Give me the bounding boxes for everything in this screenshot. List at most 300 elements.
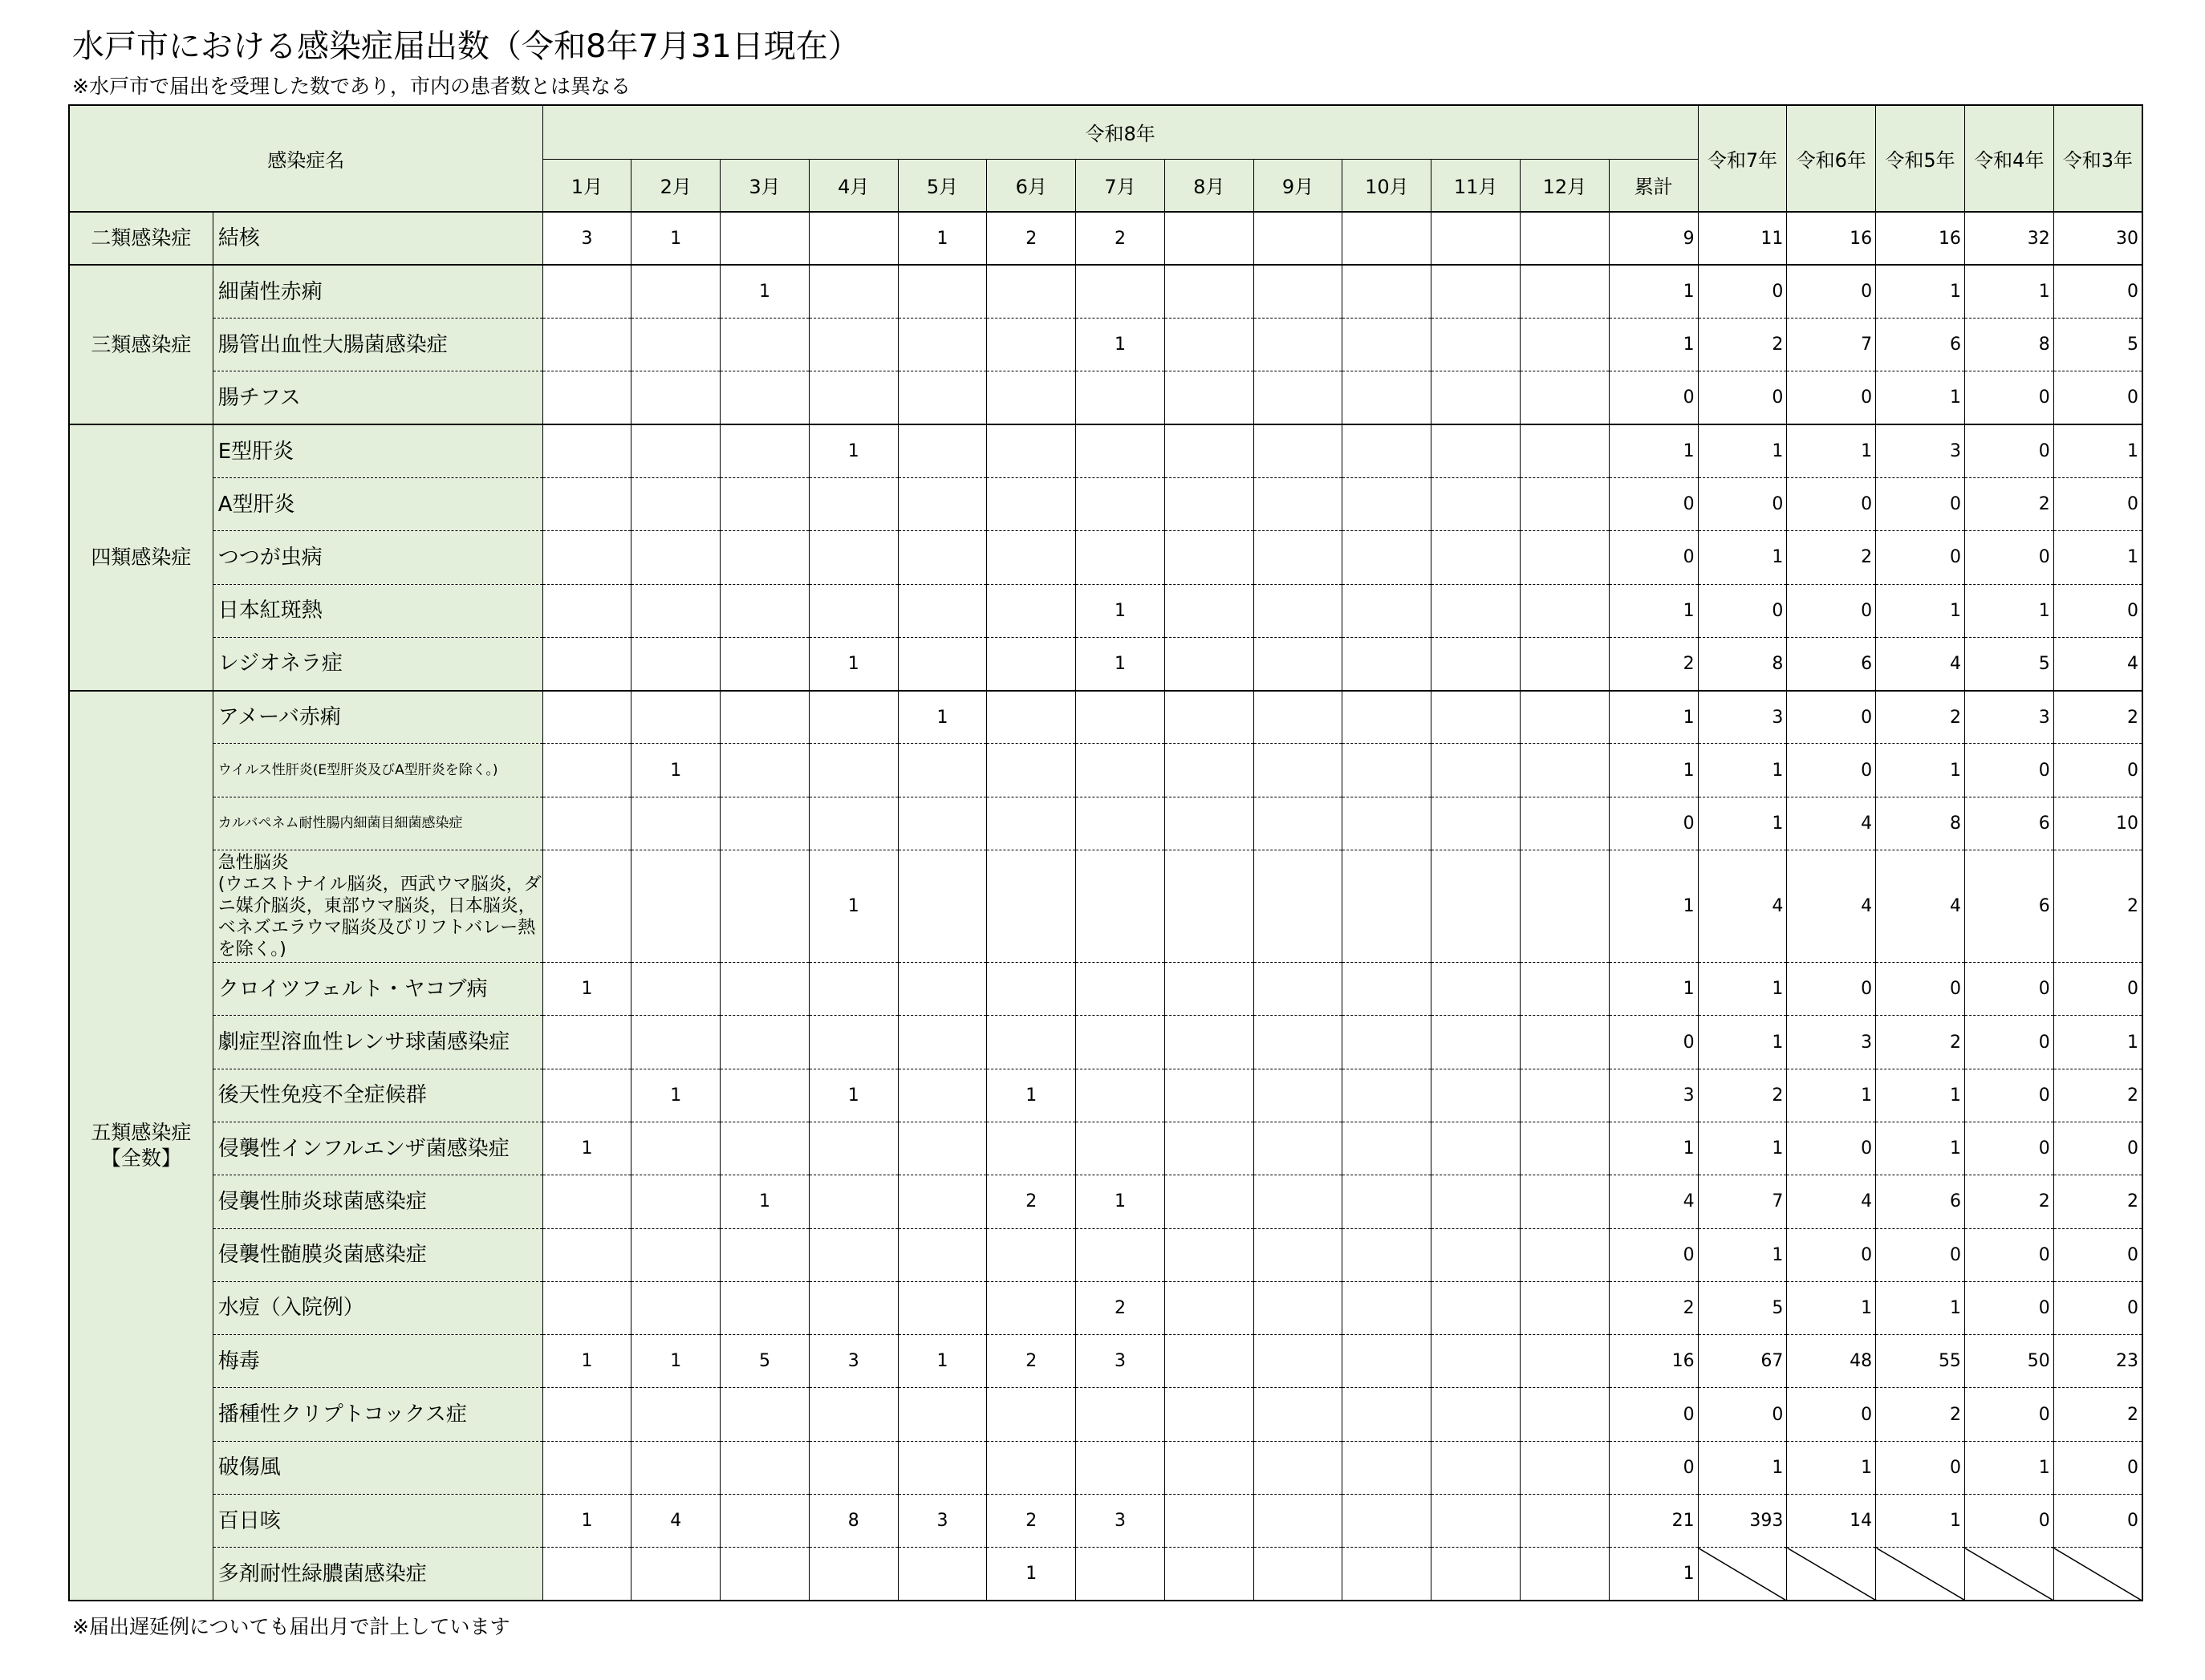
table-row <box>69 265 2142 318</box>
month-value-cell <box>987 637 1076 690</box>
past-year-value-cell: 1 <box>1876 1281 1965 1334</box>
month-value-cell <box>631 424 721 477</box>
month-value-cell <box>1164 637 1253 690</box>
month-value-cell <box>542 1069 631 1122</box>
total-value-cell: 1 <box>1609 744 1698 797</box>
month-value-cell <box>1431 424 1521 477</box>
month-value-cell <box>809 584 898 637</box>
month-value-cell <box>1431 1228 1521 1281</box>
month-value-cell <box>1431 1548 1521 1601</box>
past-year-value-cell: 6 <box>1876 319 1965 371</box>
month-value-cell <box>1342 424 1431 477</box>
past-year-value-cell: 2 <box>1698 319 1787 371</box>
month-value-cell <box>721 850 810 963</box>
past-year-value-cell: 0 <box>1787 371 1876 424</box>
disease-name-cell: 結核 <box>213 212 542 265</box>
past-year-value-cell: 0 <box>1787 744 1876 797</box>
month-value-cell <box>898 477 987 530</box>
month-value-cell <box>809 265 898 318</box>
month-value-cell: 1 <box>631 744 721 797</box>
month-value-cell <box>809 1388 898 1441</box>
disease-name-cell: 多剤耐性緑膿菌感染症 <box>213 1548 542 1601</box>
month-value-cell: 2 <box>1076 1281 1165 1334</box>
month-value-cell <box>1520 477 1609 530</box>
month-value-cell <box>1342 1069 1431 1122</box>
month-value-cell <box>721 424 810 477</box>
past-year-value-cell: 0 <box>1787 963 1876 1016</box>
past-year-value-cell: 4 <box>1698 850 1787 963</box>
page-subtitle: ※水戸市で届出を受理した数であり，市内の患者数とは異なる <box>72 75 631 98</box>
past-year-value-cell: 1 <box>1698 1122 1787 1175</box>
month-value-cell <box>631 850 721 963</box>
month-value-cell <box>898 584 987 637</box>
month-value-cell <box>1253 1495 1342 1548</box>
month-value-cell <box>1164 1548 1253 1601</box>
table-row <box>69 637 2142 690</box>
month-value-cell <box>721 691 810 744</box>
past-year-value-cell: 2 <box>1964 477 2053 530</box>
month-value-cell <box>809 963 898 1016</box>
month-value-cell <box>898 1069 987 1122</box>
past-year-value-cell: 0 <box>1876 1228 1965 1281</box>
month-value-cell: 1 <box>542 1335 631 1388</box>
past-year-value-cell: 1 <box>1698 1228 1787 1281</box>
disease-name-cell: アメーバ赤痢 <box>213 691 542 744</box>
past-year-value-cell: 0 <box>1964 371 2053 424</box>
month-value-cell <box>721 1388 810 1441</box>
total-value-cell: 4 <box>1609 1175 1698 1228</box>
past-year-value-cell: 16 <box>1787 212 1876 265</box>
month-value-cell <box>898 1388 987 1441</box>
month-value-cell <box>721 744 810 797</box>
month-value-cell <box>721 1495 810 1548</box>
past-year-value-cell: 1 <box>1698 744 1787 797</box>
past-year-value-cell: 1 <box>1698 531 1787 584</box>
total-value-cell: 2 <box>1609 637 1698 690</box>
month-value-cell <box>721 1441 810 1494</box>
table-row <box>69 371 2142 424</box>
past-year-value-cell: 8 <box>1698 637 1787 690</box>
month-value-cell <box>1520 797 1609 850</box>
past-year-value-cell: 3 <box>1698 691 1787 744</box>
month-value-cell <box>1076 265 1165 318</box>
past-year-value-cell: 0 <box>1964 531 2053 584</box>
month-value-cell <box>542 850 631 963</box>
month-value-cell <box>1342 371 1431 424</box>
month-value-cell <box>542 265 631 318</box>
month-value-cell <box>809 531 898 584</box>
total-value-cell: 16 <box>1609 1335 1698 1388</box>
table-row <box>69 1495 2142 1548</box>
month-value-cell <box>1253 797 1342 850</box>
month-value-cell <box>809 744 898 797</box>
past-year-value-cell: 1 <box>1876 584 1965 637</box>
past-year-value-cell: 4 <box>2053 637 2142 690</box>
disease-name-cell: 播種性クリプトコックス症 <box>213 1388 542 1441</box>
month-value-cell <box>1520 1388 1609 1441</box>
month-value-cell: 1 <box>1076 1175 1165 1228</box>
month-value-cell <box>1431 371 1521 424</box>
past-year-value-cell: 6 <box>1876 1175 1965 1228</box>
month-value-cell <box>1520 744 1609 797</box>
month-value-cell <box>1431 477 1521 530</box>
month-value-cell <box>1164 1441 1253 1494</box>
month-value-cell <box>721 531 810 584</box>
past-year-value-cell: 32 <box>1964 212 2053 265</box>
past-year-value-cell: 0 <box>1964 963 2053 1016</box>
month-value-cell <box>542 424 631 477</box>
month-value-cell <box>809 691 898 744</box>
past-year-value-cell: 5 <box>1964 637 2053 690</box>
past-year-value-cell: 0 <box>1876 1441 1965 1494</box>
month-value-cell <box>809 1281 898 1334</box>
month-value-cell <box>987 1388 1076 1441</box>
month-value-cell <box>631 797 721 850</box>
past-year-value-cell: 1 <box>1787 1069 1876 1122</box>
month-value-cell <box>1431 584 1521 637</box>
month-value-cell <box>1431 1335 1521 1388</box>
total-value-cell: 1 <box>1609 963 1698 1016</box>
month-value-cell <box>1253 1175 1342 1228</box>
month-value-cell <box>987 584 1076 637</box>
month-value-cell <box>898 1441 987 1494</box>
past-year-value-cell: 1 <box>1964 1441 2053 1494</box>
month-value-cell <box>721 1228 810 1281</box>
total-value-cell: 1 <box>1609 265 1698 318</box>
month-value-cell <box>1520 691 1609 744</box>
past-year-value-cell: 0 <box>2053 963 2142 1016</box>
past-year-value-cell: 1 <box>1876 1069 1965 1122</box>
past-year-value-cell: 0 <box>1698 584 1787 637</box>
month-value-cell <box>1164 1335 1253 1388</box>
month-value-cell <box>1342 1548 1431 1601</box>
past-year-value-cell: 23 <box>2053 1335 2142 1388</box>
month-value-cell <box>987 1016 1076 1069</box>
month-value-cell <box>1076 371 1165 424</box>
month-value-cell <box>542 1175 631 1228</box>
category-cell: 四類感染症 <box>69 424 213 690</box>
table-row <box>69 531 2142 584</box>
month-header: 6月 <box>987 159 1076 212</box>
past-year-value-cell: 0 <box>1787 691 1876 744</box>
disease-name-cell: ウイルス性肝炎(E型肝炎及びA型肝炎を除く。) <box>213 744 542 797</box>
month-value-cell <box>1253 477 1342 530</box>
past-year-value-cell: 14 <box>1787 1495 1876 1548</box>
month-value-cell <box>1253 1016 1342 1069</box>
month-value-cell <box>631 371 721 424</box>
disease-name-header: 感染症名 <box>69 105 542 212</box>
past-year-value-cell: 0 <box>1964 1281 2053 1334</box>
month-value-cell <box>987 1281 1076 1334</box>
month-value-cell <box>1431 1441 1521 1494</box>
past-year-value-cell: 55 <box>1876 1335 1965 1388</box>
month-header: 5月 <box>898 159 987 212</box>
month-value-cell <box>1342 477 1431 530</box>
past-year-value-cell: 0 <box>1787 477 1876 530</box>
month-value-cell <box>1520 850 1609 963</box>
month-header: 1月 <box>542 159 631 212</box>
month-value-cell: 1 <box>631 1069 721 1122</box>
disease-name-cell: 侵襲性肺炎球菌感染症 <box>213 1175 542 1228</box>
month-value-cell <box>1520 1548 1609 1601</box>
month-value-cell <box>1431 1069 1521 1122</box>
month-value-cell: 3 <box>809 1335 898 1388</box>
month-value-cell <box>1164 1069 1253 1122</box>
past-year-value-cell: 0 <box>1698 1388 1787 1441</box>
infection-table <box>68 104 2143 1601</box>
month-value-cell: 1 <box>631 1335 721 1388</box>
month-value-cell <box>1342 1495 1431 1548</box>
total-value-cell: 9 <box>1609 212 1698 265</box>
month-value-cell <box>898 1228 987 1281</box>
disease-name-cell: 侵襲性インフルエンザ菌感染症 <box>213 1122 542 1175</box>
month-value-cell <box>1164 265 1253 318</box>
month-value-cell <box>631 265 721 318</box>
past-year-value-cell: 4 <box>1787 797 1876 850</box>
month-value-cell <box>721 212 810 265</box>
month-header: 10月 <box>1342 159 1431 212</box>
table-row <box>69 1335 2142 1388</box>
month-value-cell <box>1253 850 1342 963</box>
past-year-value-cell: 0 <box>1698 371 1787 424</box>
month-value-cell <box>1342 1281 1431 1334</box>
month-value-cell <box>1431 637 1521 690</box>
month-value-cell: 1 <box>721 265 810 318</box>
total-value-cell: 0 <box>1609 477 1698 530</box>
month-value-cell <box>1431 963 1521 1016</box>
page-title: 水戸市における感染症届出数（令和8年7月31日現在） <box>72 28 860 65</box>
month-value-cell <box>721 797 810 850</box>
month-value-cell <box>1253 637 1342 690</box>
month-value-cell <box>1164 963 1253 1016</box>
table-body <box>69 212 2142 1601</box>
past-year-value-cell: 1 <box>1698 424 1787 477</box>
past-year-value-cell: 1 <box>1964 584 2053 637</box>
past-year-value-cell: 0 <box>2053 584 2142 637</box>
month-value-cell <box>1076 797 1165 850</box>
month-value-cell: 1 <box>898 1335 987 1388</box>
disease-name-cell: 後天性免疫不全症候群 <box>213 1069 542 1122</box>
past-year-value-cell: 6 <box>1787 637 1876 690</box>
month-value-cell <box>1520 1175 1609 1228</box>
month-value-cell <box>987 265 1076 318</box>
past-year-value-cell: 48 <box>1787 1335 1876 1388</box>
past-year-value-cell: 3 <box>1787 1016 1876 1069</box>
month-value-cell <box>1164 1281 1253 1334</box>
month-value-cell <box>542 1228 631 1281</box>
month-value-cell <box>1253 584 1342 637</box>
month-value-cell: 1 <box>809 424 898 477</box>
month-value-cell <box>631 1228 721 1281</box>
month-value-cell <box>1520 637 1609 690</box>
total-value-cell: 1 <box>1609 1548 1698 1601</box>
month-header: 7月 <box>1076 159 1165 212</box>
total-value-cell: 1 <box>1609 691 1698 744</box>
past-year-value-cell: 0 <box>1787 1228 1876 1281</box>
month-value-cell <box>721 319 810 371</box>
month-value-cell <box>1520 424 1609 477</box>
month-value-cell <box>721 637 810 690</box>
past-year-value-cell: 0 <box>1964 1122 2053 1175</box>
past-year-value-cell: 1 <box>1698 1441 1787 1494</box>
month-value-cell <box>1164 744 1253 797</box>
month-value-cell <box>721 1281 810 1334</box>
month-value-cell <box>898 531 987 584</box>
month-value-cell <box>631 1122 721 1175</box>
month-value-cell <box>1253 319 1342 371</box>
month-value-cell <box>987 319 1076 371</box>
month-value-cell <box>542 637 631 690</box>
past-year-value-cell: 0 <box>2053 1122 2142 1175</box>
month-value-cell <box>1076 1069 1165 1122</box>
month-value-cell <box>1431 265 1521 318</box>
month-value-cell <box>987 371 1076 424</box>
past-year-value-cell: 0 <box>1964 424 2053 477</box>
month-value-cell <box>987 963 1076 1016</box>
month-value-cell <box>1520 1069 1609 1122</box>
month-value-cell <box>1164 1388 1253 1441</box>
month-value-cell <box>987 1441 1076 1494</box>
table-row <box>69 1228 2142 1281</box>
month-value-cell <box>631 477 721 530</box>
total-value-cell: 0 <box>1609 1441 1698 1494</box>
total-value-cell: 1 <box>1609 850 1698 963</box>
past-year-value-cell: 2 <box>2053 1388 2142 1441</box>
month-value-cell <box>1164 212 1253 265</box>
month-value-cell <box>1520 1281 1609 1334</box>
disease-name-cell: つつが虫病 <box>213 531 542 584</box>
past-year-value-cell: 1 <box>2053 531 2142 584</box>
month-header: 3月 <box>721 159 810 212</box>
past-year-value-cell: 6 <box>1964 850 2053 963</box>
total-value-cell: 0 <box>1609 1016 1698 1069</box>
month-value-cell <box>1253 1335 1342 1388</box>
month-value-cell: 2 <box>987 1175 1076 1228</box>
month-value-cell <box>1164 797 1253 850</box>
past-year-value-cell: 3 <box>1964 691 2053 744</box>
past-year-value-cell: 1 <box>1876 265 1965 318</box>
past-year-value-cell: 0 <box>1698 477 1787 530</box>
month-value-cell <box>809 1175 898 1228</box>
month-value-cell <box>542 584 631 637</box>
not-applicable-cell <box>1964 1548 2053 1601</box>
month-value-cell <box>1164 850 1253 963</box>
month-value-cell <box>1253 265 1342 318</box>
past-year-value-cell: 1 <box>1964 265 2053 318</box>
past-year-value-cell: 0 <box>1876 963 1965 1016</box>
past-year-value-cell: 0 <box>1787 1388 1876 1441</box>
footnote: ※届出遅延例についても届出月で計上しています <box>72 1615 510 1638</box>
past-year-header: 令和5年 <box>1876 105 1965 212</box>
month-value-cell <box>1520 265 1609 318</box>
month-value-cell <box>987 744 1076 797</box>
month-value-cell <box>721 1548 810 1601</box>
month-value-cell <box>1253 212 1342 265</box>
month-value-cell <box>1520 319 1609 371</box>
past-year-value-cell: 0 <box>2053 1495 2142 1548</box>
month-value-cell <box>809 1548 898 1601</box>
past-year-value-cell: 5 <box>1698 1281 1787 1334</box>
month-value-cell: 5 <box>721 1335 810 1388</box>
month-value-cell <box>1431 1175 1521 1228</box>
total-value-cell: 0 <box>1609 371 1698 424</box>
month-value-cell <box>809 212 898 265</box>
disease-name-cell: 水痘（入院例） <box>213 1281 542 1334</box>
past-year-value-cell: 2 <box>1876 1016 1965 1069</box>
month-value-cell <box>987 424 1076 477</box>
month-value-cell <box>631 531 721 584</box>
table-row <box>69 963 2142 1016</box>
total-value-cell: 1 <box>1609 319 1698 371</box>
month-value-cell: 2 <box>987 1495 1076 1548</box>
month-value-cell <box>898 371 987 424</box>
past-year-value-cell: 393 <box>1698 1495 1787 1548</box>
month-value-cell <box>1076 1228 1165 1281</box>
month-value-cell <box>898 1548 987 1601</box>
past-year-value-cell: 30 <box>2053 212 2142 265</box>
month-value-cell <box>542 1016 631 1069</box>
past-year-header: 令和6年 <box>1787 105 1876 212</box>
total-header: 累計 <box>1609 159 1698 212</box>
table-row <box>69 1281 2142 1334</box>
month-value-cell <box>1253 1441 1342 1494</box>
past-year-value-cell: 1 <box>1876 371 1965 424</box>
month-value-cell <box>1431 691 1521 744</box>
past-year-value-cell: 5 <box>2053 319 2142 371</box>
month-value-cell: 3 <box>898 1495 987 1548</box>
month-value-cell <box>898 1175 987 1228</box>
past-year-value-cell: 0 <box>1698 265 1787 318</box>
past-year-value-cell: 0 <box>1787 265 1876 318</box>
month-value-cell <box>542 691 631 744</box>
month-value-cell <box>1431 319 1521 371</box>
past-year-value-cell: 2 <box>1787 531 1876 584</box>
past-year-value-cell: 2 <box>1876 691 1965 744</box>
month-value-cell <box>1431 850 1521 963</box>
month-value-cell <box>542 531 631 584</box>
month-value-cell: 1 <box>809 850 898 963</box>
month-value-cell <box>987 797 1076 850</box>
table-row <box>69 319 2142 371</box>
past-year-value-cell: 3 <box>1876 424 1965 477</box>
month-value-cell <box>631 963 721 1016</box>
table-row <box>69 1388 2142 1441</box>
month-value-cell <box>1164 1016 1253 1069</box>
month-value-cell <box>898 1122 987 1175</box>
month-value-cell <box>898 1281 987 1334</box>
month-value-cell <box>1520 1228 1609 1281</box>
month-value-cell <box>1342 584 1431 637</box>
past-year-value-cell: 0 <box>1964 1228 2053 1281</box>
month-value-cell <box>631 1175 721 1228</box>
past-year-value-cell: 1 <box>2053 1016 2142 1069</box>
past-year-value-cell: 1 <box>1698 1016 1787 1069</box>
past-year-value-cell: 0 <box>1964 1495 2053 1548</box>
past-year-value-cell: 1 <box>1876 1495 1965 1548</box>
month-value-cell <box>1342 265 1431 318</box>
month-value-cell <box>542 477 631 530</box>
disease-name-cell: 腸チフス <box>213 371 542 424</box>
total-value-cell: 21 <box>1609 1495 1698 1548</box>
month-value-cell <box>1520 1016 1609 1069</box>
past-year-value-cell: 2 <box>2053 1069 2142 1122</box>
month-value-cell: 3 <box>1076 1495 1165 1548</box>
past-year-value-cell: 4 <box>1787 1175 1876 1228</box>
disease-name-cell: 百日咳 <box>213 1495 542 1548</box>
month-value-cell <box>1253 371 1342 424</box>
month-value-cell <box>987 850 1076 963</box>
month-value-cell <box>1076 963 1165 1016</box>
